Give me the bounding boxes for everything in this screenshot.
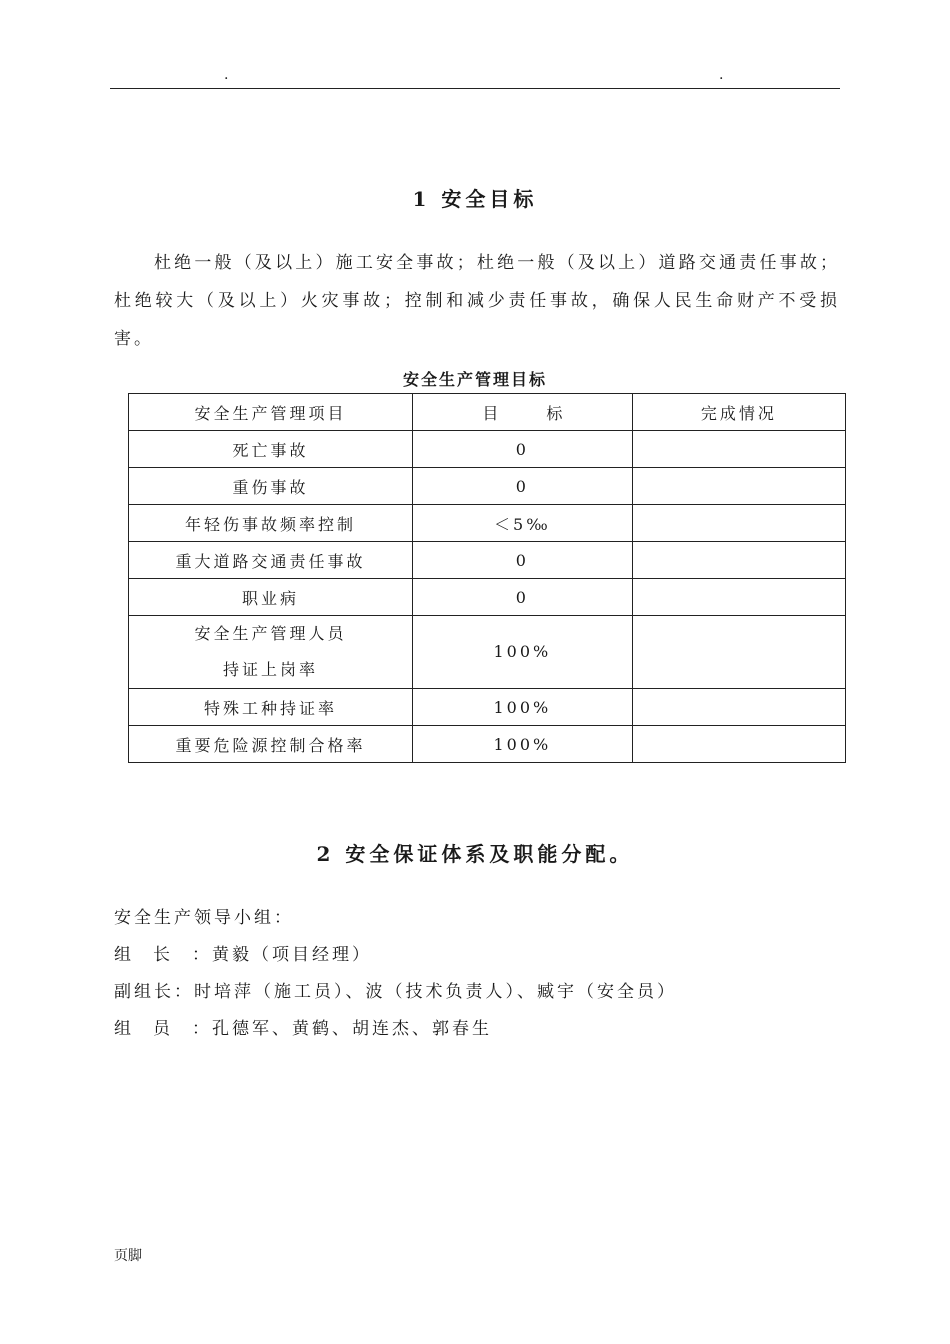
header-target xyxy=(413,394,633,431)
deputy-role: 副组长 xyxy=(114,982,174,1002)
header-rule xyxy=(110,88,840,89)
page-footer: 页脚 xyxy=(114,1248,142,1264)
row-item: 年轻伤事故频率控制 xyxy=(129,505,413,542)
row-item-multiline xyxy=(129,616,413,689)
member-value: ：孔德军、黄鹤、胡连杰、郭春生 xyxy=(192,1019,492,1039)
row-status xyxy=(632,579,845,616)
safety-goal-paragraph: 杜绝一般（及以上）施工安全事故；杜绝一般（及以上）道路交通责任事故；杜绝较大（及以上）火灾事故；控制和减少责任事故，确保人民生命财产不受损害。 xyxy=(114,253,840,349)
row-target: 0 xyxy=(413,542,633,579)
deputy-value: ：时培萍（施工员）、波（技术负责人）、臧宇（安全员） xyxy=(174,982,677,1002)
safety-goals-table xyxy=(128,393,846,763)
row-target: 0 xyxy=(413,431,633,468)
row-item: 重伤事故 xyxy=(129,468,413,505)
row-target: 100% xyxy=(413,726,633,763)
header-target-label: 目标 xyxy=(482,403,611,423)
table-row xyxy=(129,542,846,579)
row-item: 重要危险源控制合格率 xyxy=(129,726,413,763)
table-row xyxy=(129,579,846,616)
row-status xyxy=(632,431,845,468)
group-label: 安全生产领导小组： xyxy=(114,908,294,928)
leader-value: ：黄毅（项目经理） xyxy=(192,945,372,965)
table-header-row xyxy=(129,394,846,431)
row-item: 死亡事故 xyxy=(129,431,413,468)
table-row xyxy=(129,431,846,468)
table-row xyxy=(129,689,846,726)
row-status xyxy=(632,542,845,579)
header-dot-left: . xyxy=(224,67,229,83)
section-2-title: 2 安全保证体系及职能分配。 xyxy=(316,842,634,866)
row-status xyxy=(632,505,845,542)
row-target: 100% xyxy=(413,689,633,726)
row-target: 100% xyxy=(413,616,633,689)
row-item: 特殊工种持证率 xyxy=(129,689,413,726)
header-dot-right: . xyxy=(719,67,724,83)
table-row xyxy=(129,468,846,505)
table-caption: 安全生产管理目标 xyxy=(402,370,547,389)
member-role: 组员 xyxy=(114,1019,192,1039)
deputy-line xyxy=(114,977,677,1002)
table-row xyxy=(129,616,846,689)
leader-line xyxy=(114,940,372,965)
table-row xyxy=(129,726,846,763)
row-status xyxy=(632,726,845,763)
row-item-line-2: 持证上岗率 xyxy=(223,660,319,679)
row-item: 职业病 xyxy=(129,579,413,616)
row-status xyxy=(632,689,845,726)
leader-role: 组长 xyxy=(114,945,192,965)
row-target: 0 xyxy=(413,579,633,616)
header-item: 安全生产管理项目 xyxy=(129,394,413,431)
section-1-title: 1 安全目标 xyxy=(412,187,538,211)
row-target: 0 xyxy=(413,468,633,505)
row-status xyxy=(632,616,845,689)
table-row xyxy=(129,505,846,542)
header-status: 完成情况 xyxy=(632,394,845,431)
row-target: ＜5‰ xyxy=(413,505,633,542)
row-status xyxy=(632,468,845,505)
row-item-line-1: 安全生产管理人员 xyxy=(194,624,347,643)
member-line xyxy=(114,1014,492,1039)
row-item: 重大道路交通责任事故 xyxy=(129,542,413,579)
